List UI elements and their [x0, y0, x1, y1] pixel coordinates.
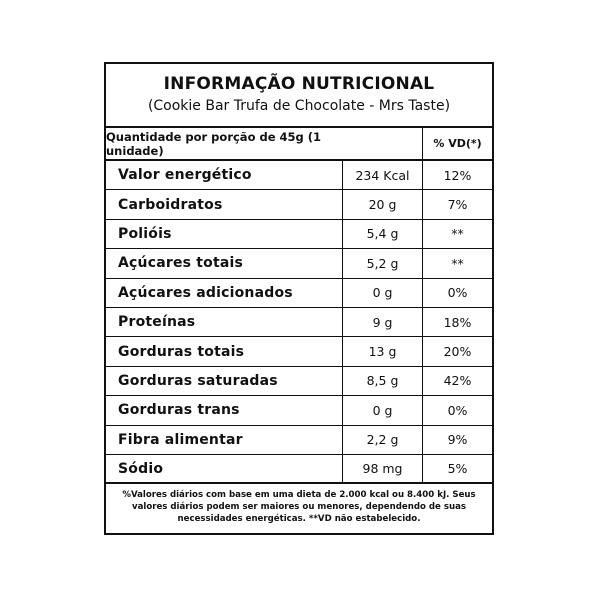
nutrient-amount: 98 mg	[342, 455, 422, 482]
footnote: %Valores diários com base em uma dieta de 2.000 kcal ou 8.400 kJ. Seus valores diários podem ser maiores ou menores, dependendo de suas necessidades energéticas. **VD não estabelecido.	[122, 490, 476, 524]
serving-size-header: Quantidade por porção de 45g (1 unidade)	[106, 129, 322, 158]
nutrient-amount: 8,5 g	[342, 367, 422, 395]
nutrient-name: Gorduras saturadas	[118, 372, 278, 389]
label-title: INFORMAÇÃO NUTRICIONAL	[163, 74, 435, 94]
nutrient-row	[106, 337, 492, 366]
nutrient-row	[106, 396, 492, 425]
nutrient-daily-value: 18%	[422, 308, 492, 336]
nutrient-amount: 0 g	[342, 396, 422, 424]
nutrient-daily-value: 9%	[422, 426, 492, 454]
label-subtitle: (Cookie Bar Trufa de Chocolate - Mrs Taste)	[147, 98, 451, 114]
daily-value-header: % VD(*)	[422, 128, 492, 159]
serving-header-row	[106, 128, 492, 161]
nutrient-amount: 5,4 g	[342, 220, 422, 248]
nutrient-daily-value: **	[422, 220, 492, 248]
nutrient-amount: 9 g	[342, 308, 422, 336]
nutrient-daily-value: 20%	[422, 337, 492, 365]
nutrient-row	[106, 190, 492, 219]
nutrient-daily-value: **	[422, 249, 492, 277]
nutrient-daily-value: 12%	[422, 161, 492, 189]
nutrient-row	[106, 367, 492, 396]
nutrient-name: Polióis	[118, 225, 172, 242]
nutrient-daily-value: 0%	[422, 396, 492, 424]
nutrient-daily-value: 7%	[422, 190, 492, 218]
nutrient-row	[106, 426, 492, 455]
label-header	[106, 64, 492, 128]
nutrient-name: Carboidratos	[118, 196, 223, 213]
nutrient-name: Sódio	[118, 460, 164, 477]
nutrient-row	[106, 249, 492, 278]
nutrient-name: Gorduras trans	[118, 402, 240, 419]
nutrient-row	[106, 279, 492, 308]
nutrient-amount: 20 g	[342, 190, 422, 218]
nutrient-name: Valor energético	[118, 167, 252, 184]
nutrient-row	[106, 161, 492, 190]
nutrient-amount: 234 Kcal	[342, 161, 422, 189]
nutrient-row	[106, 455, 492, 484]
nutrient-name: Proteínas	[118, 314, 196, 331]
nutrient-row	[106, 220, 492, 249]
nutrient-amount: 13 g	[342, 337, 422, 365]
nutrient-daily-value: 42%	[422, 367, 492, 395]
nutrient-amount: 5,2 g	[342, 249, 422, 277]
nutrient-amount: 2,2 g	[342, 426, 422, 454]
nutrient-name: Açúcares totais	[118, 255, 244, 272]
nutrient-name: Açúcares adicionados	[118, 284, 293, 301]
nutrient-name: Fibra alimentar	[118, 431, 243, 448]
nutrient-name: Gorduras totais	[118, 343, 245, 360]
nutrient-row	[106, 308, 492, 337]
nutrition-facts-label	[104, 62, 494, 535]
nutrient-amount: 0 g	[342, 279, 422, 307]
nutrient-daily-value: 5%	[422, 455, 492, 482]
nutrient-daily-value: 0%	[422, 279, 492, 307]
